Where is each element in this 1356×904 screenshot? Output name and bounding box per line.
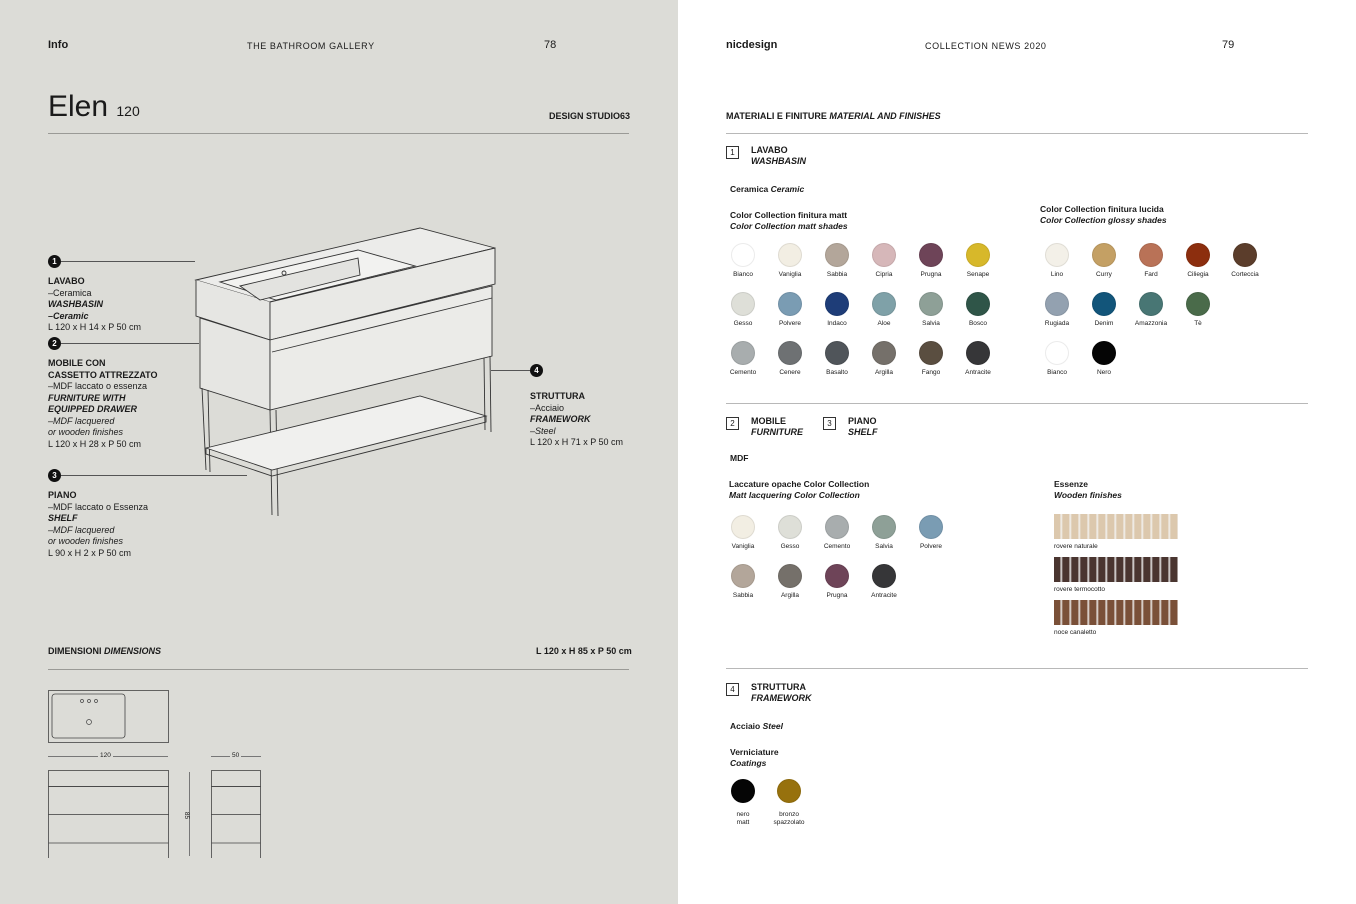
callout-3-leader [61, 475, 247, 476]
section-3-title [848, 416, 878, 438]
swatch-dot [1092, 292, 1116, 316]
color-swatch [1232, 243, 1258, 278]
color-swatch [1185, 292, 1211, 327]
matt-colors-title [730, 210, 848, 232]
swatch-dot [966, 243, 990, 267]
swatch-dot [777, 779, 801, 803]
swatch-name: Curry [1096, 271, 1112, 278]
dimensions-title [48, 646, 161, 656]
swatch-name: Cemento [823, 543, 851, 550]
color-swatch [918, 515, 944, 550]
product-drawing [180, 220, 510, 530]
swatch-name: Antracite [871, 592, 897, 599]
lacquer-title [729, 479, 869, 501]
section-2-number: 2 [726, 417, 739, 430]
material-it: Ceramica [730, 184, 769, 194]
swatch-dot [825, 341, 849, 365]
depth-label: 50 [232, 752, 240, 759]
coatings-title-en: Coatings [730, 758, 767, 768]
swatch-name: Indaco [827, 320, 847, 327]
color-swatch [777, 341, 803, 376]
wood-bar [1054, 514, 1178, 539]
swatch-name: Bosco [968, 320, 988, 327]
swatch-name: Amazzonia [1134, 320, 1168, 327]
color-swatch [777, 243, 803, 278]
divider [726, 403, 1308, 404]
swatch-name: Prugna [920, 271, 942, 278]
dimensions-label-en: DIMENSIONS [104, 646, 162, 656]
wood-name: rovere naturale [1054, 543, 1098, 550]
swatch-name: Salvia [922, 320, 940, 327]
swatch-name: bronzo [779, 811, 799, 818]
materials-title-en: MATERIAL AND FINISHES [829, 111, 941, 121]
swatch-name: Bianco [733, 271, 753, 278]
swatch-dot [1186, 292, 1210, 316]
color-swatch [730, 243, 756, 278]
framework-material [730, 721, 783, 732]
color-swatch [824, 564, 850, 599]
swatch-name: Fango [921, 369, 941, 376]
swatch-name: Nero [1096, 369, 1112, 376]
color-swatch [871, 564, 897, 599]
swatch-name: spazzolato [773, 819, 805, 826]
label-line: or wooden finishes [48, 427, 124, 437]
brand-name: nicdesign [726, 39, 778, 51]
lacquer-title-en: Matt lacquering Color Collection [729, 490, 860, 500]
label-line: L 90 x H 2 x P 50 cm [48, 547, 132, 558]
callout-2-text [48, 358, 158, 450]
swatch-dot [731, 243, 755, 267]
swatch-name: Bianco [1047, 369, 1067, 376]
swatch-name: Basalto [826, 369, 848, 376]
swatch-name: Cipria [875, 271, 893, 278]
callout-2-leader [61, 343, 199, 344]
swatch-dot [966, 292, 990, 316]
swatch-name: Gesso [733, 320, 753, 327]
label-line: L 120 x H 71 x P 50 cm [530, 437, 624, 447]
wood-title-it: Essenze [1054, 479, 1089, 489]
swatch-dot [919, 515, 943, 539]
swatch-name: Polvere [919, 543, 943, 550]
swatch-dot [825, 292, 849, 316]
color-swatch [730, 292, 756, 327]
coatings-title-it: Verniciature [730, 747, 779, 757]
section-4-title [751, 682, 812, 704]
design-studio: DESIGN STUDIO63 [549, 111, 631, 121]
callout-4-text [530, 391, 623, 449]
matt-title-en: Color Collection matt shades [730, 221, 848, 231]
color-swatch [965, 243, 991, 278]
swatch-dot [825, 564, 849, 588]
glossy-colors-title [1040, 204, 1167, 226]
section-3-number: 3 [823, 417, 836, 430]
swatch-dot [731, 292, 755, 316]
swatch-dot [1139, 292, 1163, 316]
swatch-dot [966, 341, 990, 365]
callout-2-marker: 2 [48, 337, 61, 350]
color-swatch [965, 292, 991, 327]
wood-title [1054, 479, 1122, 501]
color-swatch [871, 243, 897, 278]
section-title-it: STRUTTURA [751, 682, 806, 692]
swatch-name: Lino [1050, 271, 1064, 278]
page-number: 78 [544, 39, 557, 51]
section-1-number: 1 [726, 146, 739, 159]
label-line: WASHBASIN [48, 299, 104, 309]
swatch-dot [778, 515, 802, 539]
right-page [678, 0, 1356, 904]
page-number: 79 [1222, 39, 1235, 51]
color-swatch [1044, 341, 1070, 376]
glossy-title-en: Color Collection glossy shades [1040, 215, 1167, 225]
label-line: –MDF lacquered [48, 415, 115, 426]
swatch-dot [778, 292, 802, 316]
color-swatch [871, 341, 897, 376]
glossy-title-it: Color Collection finitura lucida [1040, 204, 1164, 214]
swatch-dot [1186, 243, 1210, 267]
swatch-name: Prugna [826, 592, 848, 599]
label-line: EQUIPPED DRAWER [48, 404, 138, 414]
color-swatch [1091, 292, 1117, 327]
color-swatch [918, 341, 944, 376]
label-line: –MDF laccato o Essenza [48, 501, 149, 512]
color-swatch [1044, 292, 1070, 327]
color-swatch [871, 292, 897, 327]
swatch-dot [919, 341, 943, 365]
swatch-dot [731, 564, 755, 588]
divider [726, 668, 1308, 669]
material-en: Steel [762, 721, 783, 731]
swatch-dot [1233, 243, 1257, 267]
label-line: PIANO [48, 490, 77, 500]
swatch-dot [1045, 243, 1069, 267]
wood-swatch [1054, 514, 1178, 550]
top-view-drawing [48, 690, 170, 744]
color-swatch [1185, 243, 1211, 278]
swatch-name: matt [736, 819, 750, 826]
swatch-dot [778, 341, 802, 365]
section-1-title [751, 145, 806, 167]
color-swatch [824, 292, 850, 327]
wood-swatch [1054, 557, 1178, 593]
label-line: SHELF [48, 513, 78, 523]
label-line: –Steel [530, 425, 556, 436]
swatch-dot [1092, 341, 1116, 365]
swatch-name: Tè [1194, 320, 1202, 327]
height-label: 85 [183, 811, 191, 820]
swatch-name: Salvia [875, 543, 893, 550]
swatch-name: Sabbia [732, 592, 754, 599]
section-label: Info [48, 39, 69, 51]
wood-name: rovere termocotto [1054, 586, 1105, 593]
label-line: LAVABO [48, 276, 85, 286]
section-title-it: MOBILE [751, 416, 786, 426]
color-swatch [730, 341, 756, 376]
divider [726, 133, 1308, 134]
label-line: MOBILE CON [48, 358, 106, 368]
label-line: or wooden finishes [48, 536, 124, 546]
swatch-name: Argilla [780, 592, 800, 599]
swatch-name: Gesso [780, 543, 800, 550]
color-swatch [777, 564, 803, 599]
section-title-it: PIANO [848, 416, 877, 426]
dimensions-label: DIMENSIONI [48, 646, 102, 656]
front-view-drawing [48, 770, 170, 860]
swatch-name: Aloe [877, 320, 891, 327]
section-4-number: 4 [726, 683, 739, 696]
color-swatch [918, 243, 944, 278]
swatch-dot [872, 341, 896, 365]
width-label: 120 [100, 752, 111, 759]
swatch-dot [731, 341, 755, 365]
swatch-dot [825, 243, 849, 267]
lacquer-title-it: Laccature opache Color Collection [729, 479, 870, 489]
coating-swatch [730, 779, 756, 826]
overall-dimensions: L 120 x H 85 x P 50 cm [536, 646, 632, 656]
swatch-name: Cenere [779, 369, 801, 376]
swatch-dot [872, 515, 896, 539]
color-swatch [777, 515, 803, 550]
color-swatch [824, 243, 850, 278]
swatch-dot [872, 292, 896, 316]
swatch-dot [872, 243, 896, 267]
collection-title: COLLECTION NEWS 2020 [925, 41, 1047, 51]
callout-1-text [48, 276, 141, 334]
color-swatch [871, 515, 897, 550]
swatch-dot [1139, 243, 1163, 267]
wood-bar [1054, 557, 1178, 582]
label-line: STRUTTURA [530, 391, 585, 401]
swatch-name: Antracite [965, 369, 991, 376]
section-title-en: FURNITURE [751, 427, 803, 437]
color-swatch [730, 515, 756, 550]
color-swatch [1134, 292, 1168, 327]
swatch-name: Denim [1094, 320, 1114, 327]
matt-title-it: Color Collection finitura matt [730, 210, 848, 220]
callout-1-marker: 1 [48, 255, 61, 268]
swatch-name: Cemento [729, 369, 757, 376]
color-swatch [730, 564, 756, 599]
callout-4-marker: 4 [530, 364, 543, 377]
swatch-name: Sabbia [826, 271, 848, 278]
swatch-dot [919, 243, 943, 267]
materials-title-it: MATERIALI E FINITURE [726, 111, 827, 121]
swatch-dot [778, 564, 802, 588]
furniture-material: MDF [730, 453, 749, 463]
swatch-dot [872, 564, 896, 588]
color-swatch [824, 515, 850, 550]
callout-3-marker: 3 [48, 469, 61, 482]
swatch-name: Fard [1144, 271, 1158, 278]
product-title [48, 90, 140, 124]
label-line: FRAMEWORK [530, 414, 591, 424]
divider [48, 669, 629, 670]
divider [48, 133, 629, 134]
label-line: L 120 x H 14 x P 50 cm [48, 322, 142, 332]
material-it: Acciaio [730, 721, 761, 731]
washbasin-material [730, 184, 804, 195]
label-line: –MDF laccato o essenza [48, 381, 148, 391]
wood-title-en: Wooden finishes [1054, 490, 1122, 500]
swatch-name: Senape [966, 271, 990, 278]
color-swatch [918, 292, 944, 327]
materials-title [726, 111, 941, 121]
color-swatch [777, 292, 803, 327]
swatch-name: Argilla [874, 369, 894, 376]
swatch-dot [731, 515, 755, 539]
color-swatch [1138, 243, 1164, 278]
swatch-dot [778, 243, 802, 267]
label-line: –Ceramica [48, 287, 92, 298]
swatch-name: Rugiada [1044, 320, 1070, 327]
side-view-drawing [211, 770, 263, 860]
product-size: 120 [116, 103, 140, 119]
swatch-dot [1045, 292, 1069, 316]
section-2-title [751, 416, 803, 438]
section-title-en: WASHBASIN [751, 156, 807, 166]
section-title-en: FRAMEWORK [751, 693, 812, 703]
label-line: –MDF lacquered [48, 524, 115, 535]
swatch-name: Polvere [778, 320, 802, 327]
color-swatch [824, 341, 850, 376]
coating-swatch [773, 779, 805, 826]
color-swatch [965, 341, 991, 376]
callout-1-leader [61, 261, 195, 262]
color-swatch [1091, 243, 1117, 278]
swatch-dot [1045, 341, 1069, 365]
color-swatch [1091, 341, 1117, 376]
section-title-en: SHELF [848, 427, 878, 437]
section-title-it: LAVABO [751, 145, 788, 155]
swatch-name: Ciliegia [1187, 271, 1209, 278]
wood-bar [1054, 600, 1178, 625]
swatch-dot [825, 515, 849, 539]
swatch-name: nero [736, 811, 750, 818]
gallery-title: THE BATHROOM GALLERY [247, 41, 375, 51]
label-line: CASSETTO ATTREZZATO [48, 369, 158, 380]
swatch-name: Vaniglia [731, 543, 755, 550]
coatings-title [730, 747, 779, 769]
swatch-dot [731, 779, 755, 803]
wood-name: noce canaletto [1054, 629, 1097, 636]
swatch-dot [1092, 243, 1116, 267]
label-line: –Acciaio [530, 402, 565, 413]
label-line: FURNITURE WITH [48, 392, 126, 403]
material-en: Ceramic [770, 184, 805, 194]
color-swatch [1044, 243, 1070, 278]
swatch-name: Corteccia [1231, 271, 1259, 278]
label-line: –Ceramic [48, 310, 89, 321]
callout-4-leader [491, 370, 530, 371]
callout-3-text [48, 490, 148, 559]
wood-swatch [1054, 600, 1178, 636]
label-line: L 120 x H 28 x P 50 cm [48, 438, 142, 449]
product-name: Elen [48, 90, 109, 123]
swatch-dot [919, 292, 943, 316]
swatch-name: Vaniglia [778, 271, 802, 278]
